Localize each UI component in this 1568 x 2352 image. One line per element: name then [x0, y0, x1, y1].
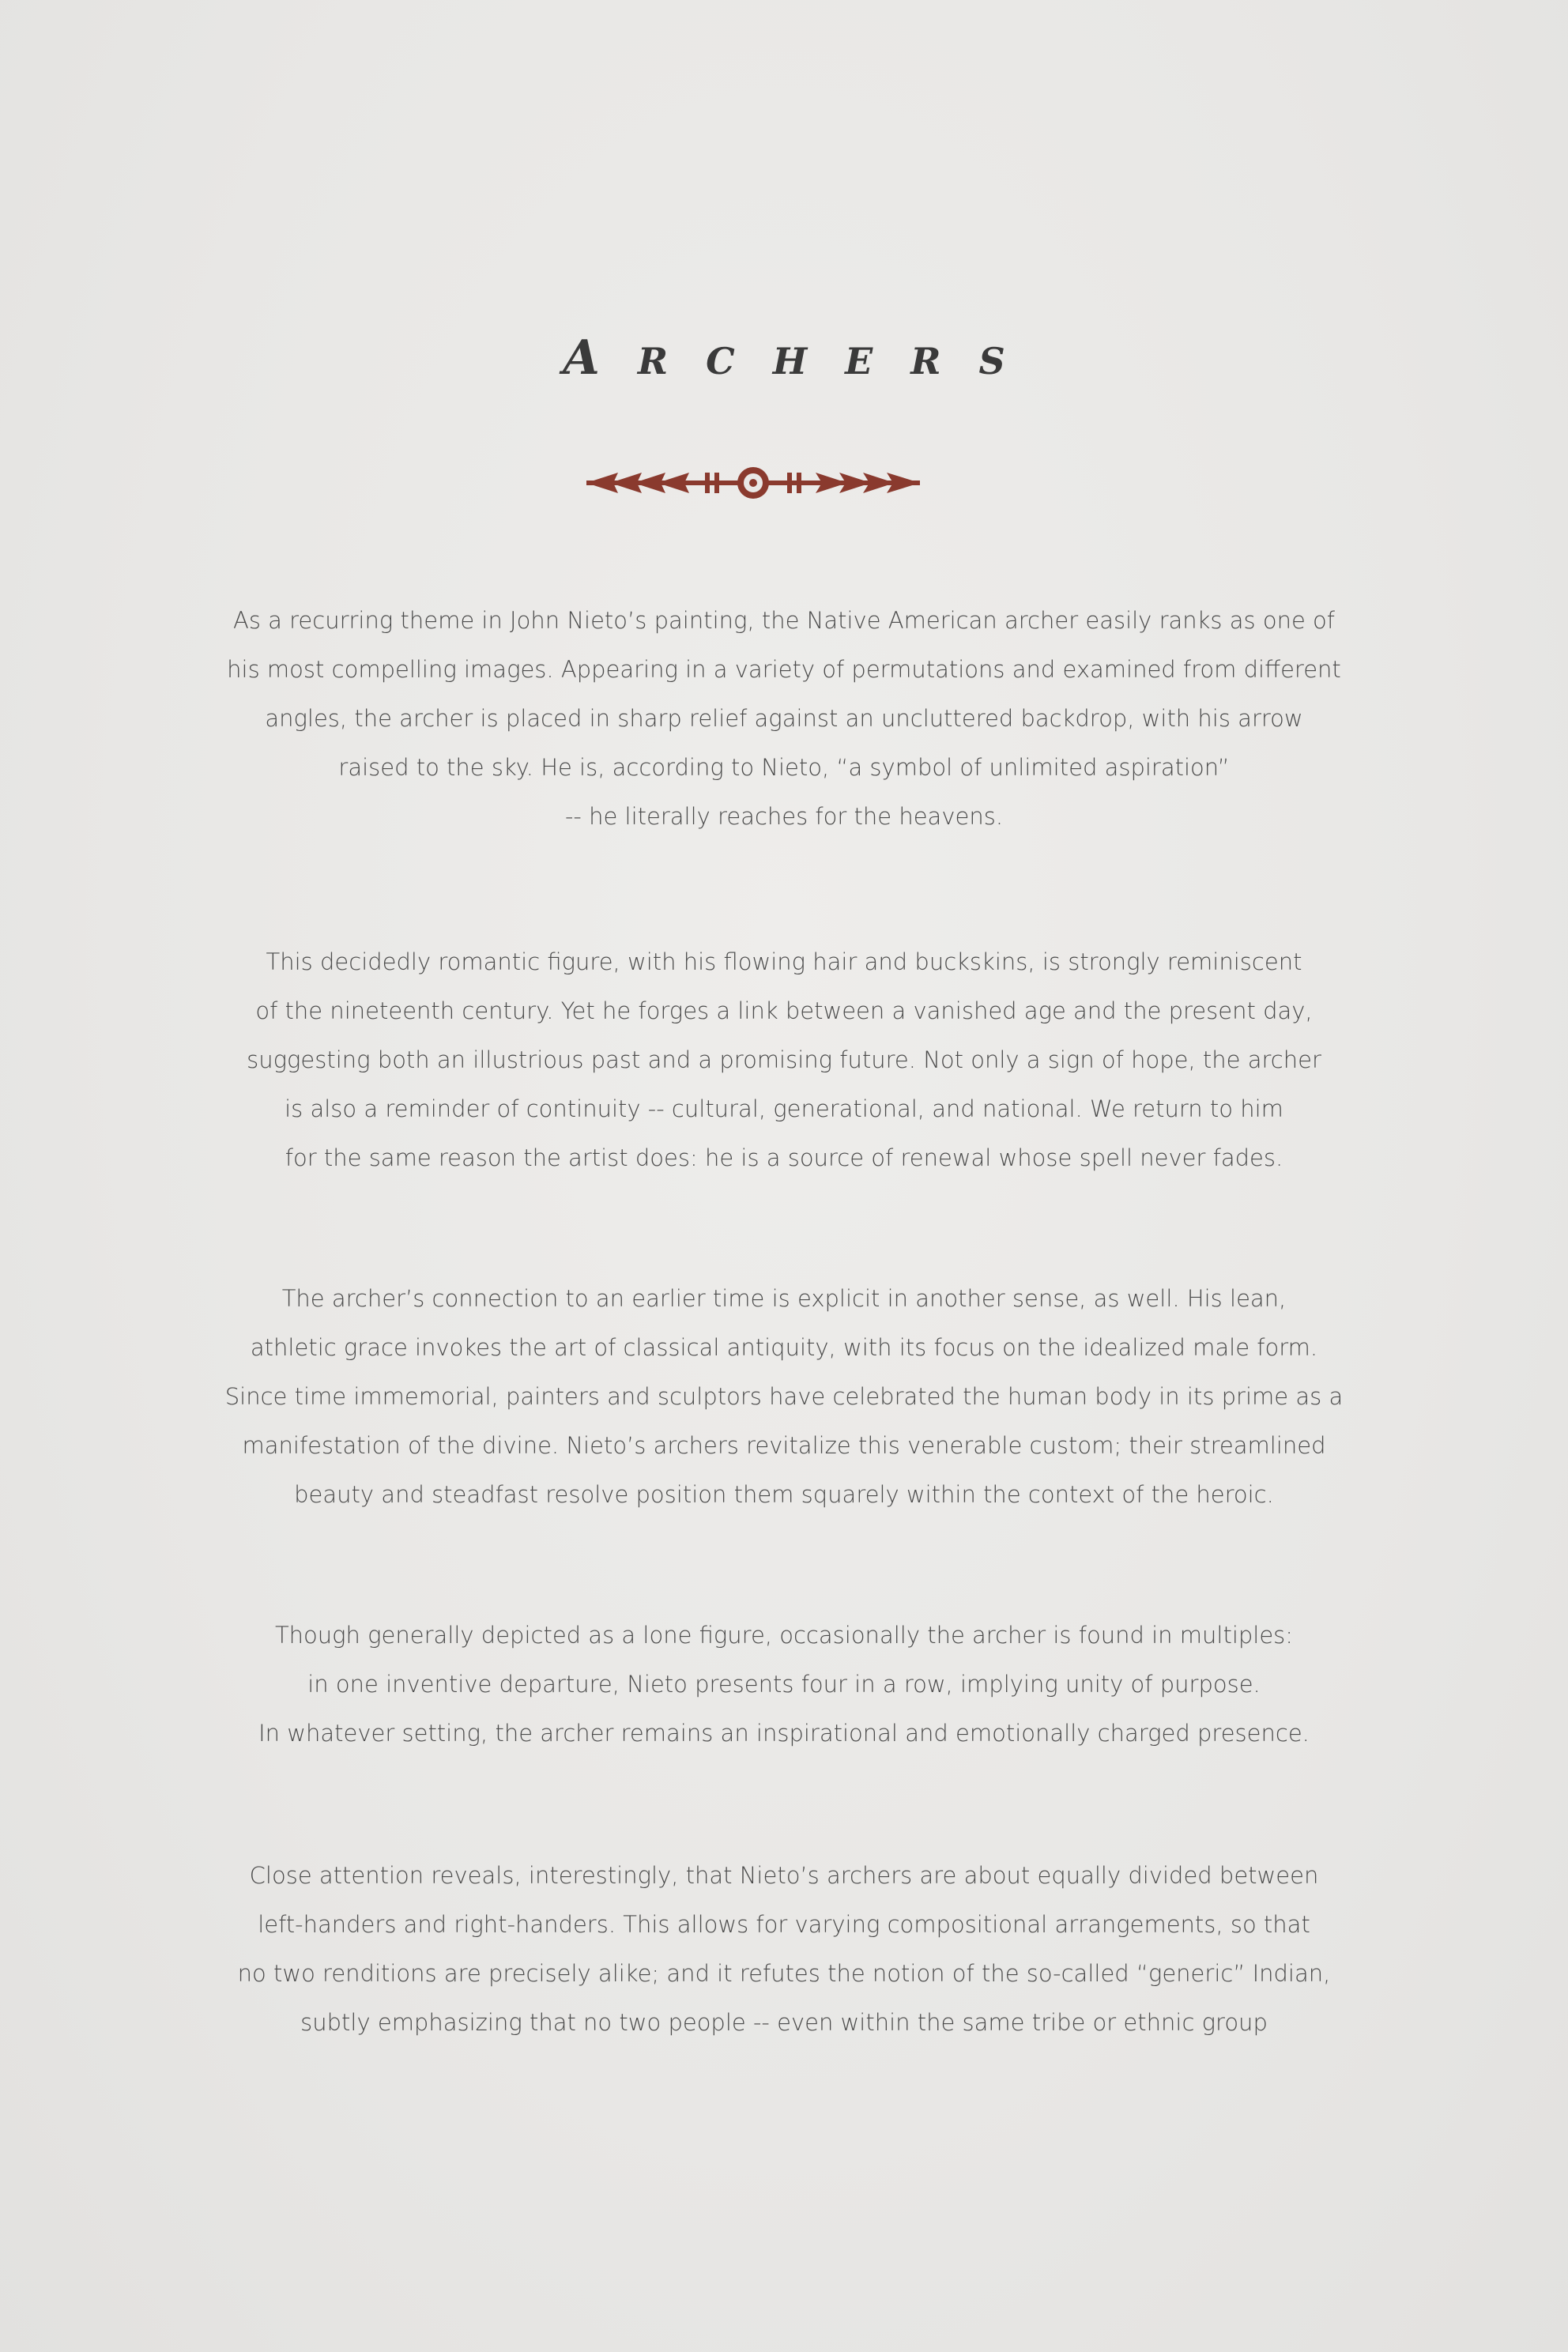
paragraph-line: Since time immemorial, painters and sculptors have celebrated the human body in its prime as a — [224, 1383, 1344, 1410]
title-letter: H — [772, 340, 808, 383]
paragraph-line: in one inventive departure, Nieto presents four in a row, implying unity of purpose. — [307, 1671, 1261, 1698]
paragraph-2 — [111, 937, 1457, 1182]
paragraph-line: angles, the archer is placed in sharp relief against an uncluttered backdrop, with his arrow — [265, 705, 1303, 732]
paragraph-line: his most compelling images. Appearing in a variety of permutations and examined from different — [227, 656, 1341, 683]
paragraph-line: no two renditions are precisely alike; and it refutes the notion of the so-called “generic” Indian, — [237, 1960, 1331, 1987]
paragraph-line: is also a reminder of continuity -- cultural, generational, and national. We return to him — [285, 1095, 1283, 1122]
paragraph-line: manifestation of the divine. Nieto’s archers revitalize this venerable custom; their streamlined — [242, 1432, 1326, 1459]
paragraph-line: Close attention reveals, interestingly, that Nieto’s archers are about equally divided between — [249, 1862, 1319, 1889]
paragraph-line: This decidedly romantic figure, with his flowing hair and buckskins, is strongly reminiscent — [266, 948, 1302, 975]
paragraph-line: In whatever setting, the archer remains an inspirational and emotionally charged presence. — [258, 1720, 1310, 1747]
title-letter: S — [978, 340, 1005, 383]
paragraph-4 — [111, 1611, 1457, 1758]
paragraph-line: left-handers and right-handers. This allows for varying compositional arrangements, so that — [258, 1911, 1310, 1938]
title-letter: E — [845, 340, 873, 383]
paragraph-1 — [111, 596, 1457, 841]
paragraph-line: subtly emphasizing that no two people -- even within the same tribe or ethnic group — [300, 2009, 1268, 2036]
paragraph-line: raised to the sky. He is, according to Nieto, “a symbol of unlimited aspiration” — [338, 754, 1230, 781]
paragraph-line: for the same reason the artist does: he is a source of renewal whose spell never fades. — [285, 1144, 1283, 1171]
paragraph-line: athletic grace invokes the art of classical antiquity, with its focus on the idealized male form. — [250, 1334, 1318, 1361]
paragraph-line: suggesting both an illustrious past and a promising future. Not only a sign of hope, the archer — [247, 1046, 1321, 1073]
title-letter: A — [563, 330, 600, 386]
paragraph-line: -- he literally reaches for the heavens. — [564, 803, 1004, 830]
title-letter: C — [706, 340, 735, 383]
paragraph-line: beauty and steadfast resolve position them squarely within the context of the heroic. — [294, 1481, 1274, 1508]
paragraph-5 — [111, 1851, 1457, 2047]
title-letter: R — [637, 340, 669, 383]
page-title — [0, 330, 1568, 386]
paragraph-line: Though generally depicted as a lone figure, occasionally the archer is found in multiples: — [274, 1622, 1294, 1649]
paragraph-line: The archer’s connection to an earlier time is explicit in another sense, as well. His lean, — [281, 1285, 1287, 1312]
title-letter: R — [910, 340, 941, 383]
paragraph-line: of the nineteenth century. Yet he forges a link between a vanished age and the present day, — [255, 997, 1313, 1024]
arrow-ornament-icon — [586, 465, 920, 501]
paragraph-3 — [111, 1274, 1457, 1519]
paragraph-line: As a recurring theme in John Nieto’s painting, the Native American archer easily ranks as one of — [232, 607, 1335, 634]
